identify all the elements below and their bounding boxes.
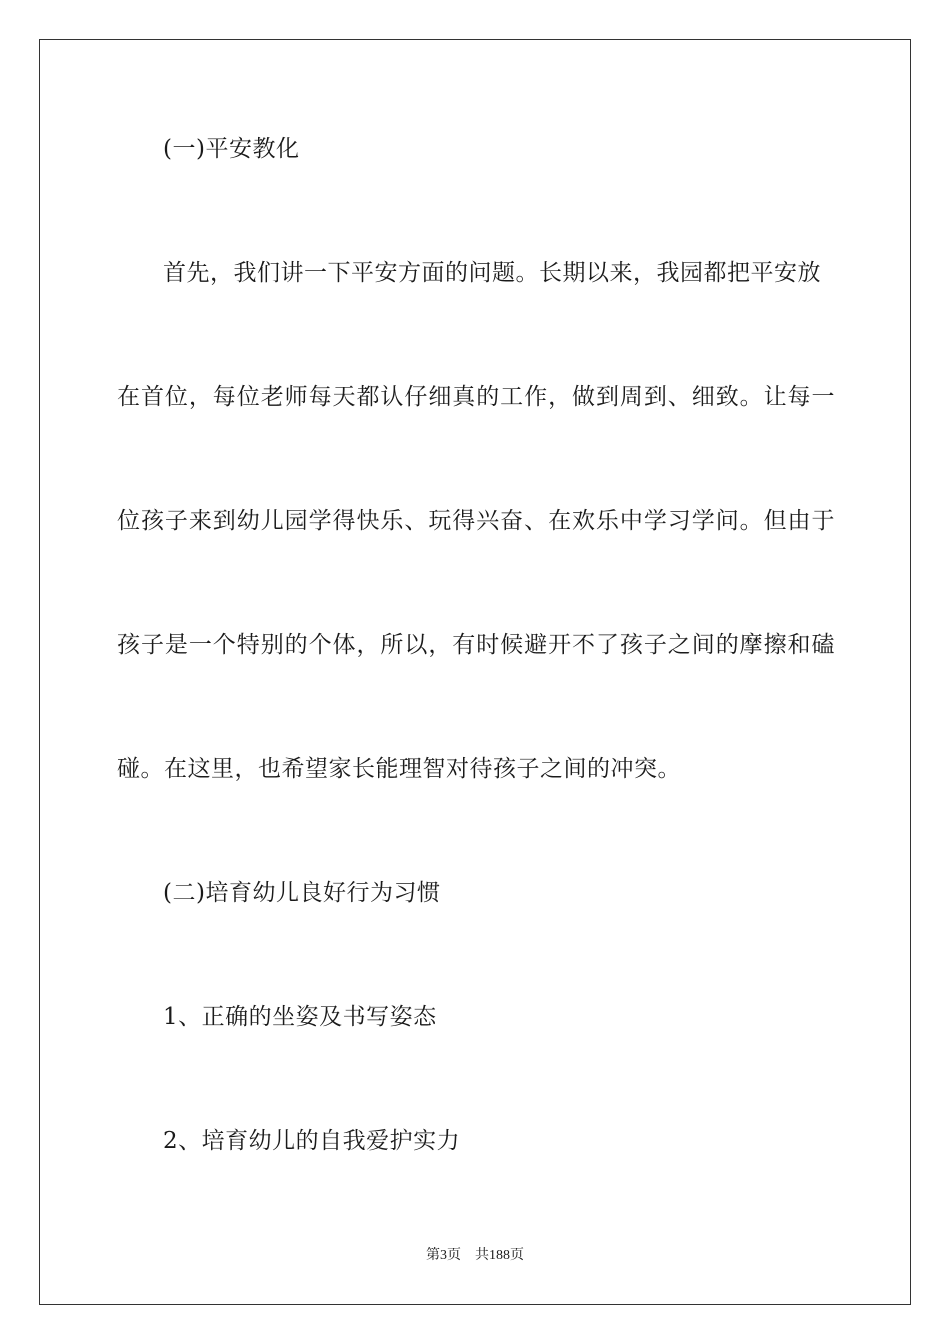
paragraph-line: 位孩子来到幼儿园学得快乐、玩得兴奋、在欢乐中学习学问。但由于 bbox=[117, 508, 835, 534]
paragraph-line: 碰。在这里，也希望家长能理智对待孩子之间的冲突。 bbox=[117, 756, 681, 782]
list-item: 2、培育幼儿的自我爱护实力 bbox=[163, 1128, 461, 1154]
page-number: 第3页 bbox=[426, 1248, 461, 1263]
page-footer bbox=[0, 1246, 950, 1266]
page-total: 共188页 bbox=[475, 1248, 524, 1263]
section-heading-habits: (二)培育幼儿良好行为习惯 bbox=[163, 880, 441, 906]
list-item: 1、正确的坐姿及书写姿态 bbox=[163, 1004, 437, 1030]
paragraph-line: 孩子是一个特别的个体，所以，有时候避开不了孩子之间的摩擦和磕 bbox=[117, 632, 835, 658]
paragraph-line: 在首位，每位老师每天都认仔细真的工作，做到周到、细致。让每一 bbox=[117, 384, 835, 410]
paragraph-line: 首先，我们讲一下平安方面的问题。长期以来，我园都把平安放 bbox=[163, 260, 821, 286]
section-heading-safety: (一)平安教化 bbox=[163, 136, 300, 162]
page-frame bbox=[39, 39, 911, 1305]
